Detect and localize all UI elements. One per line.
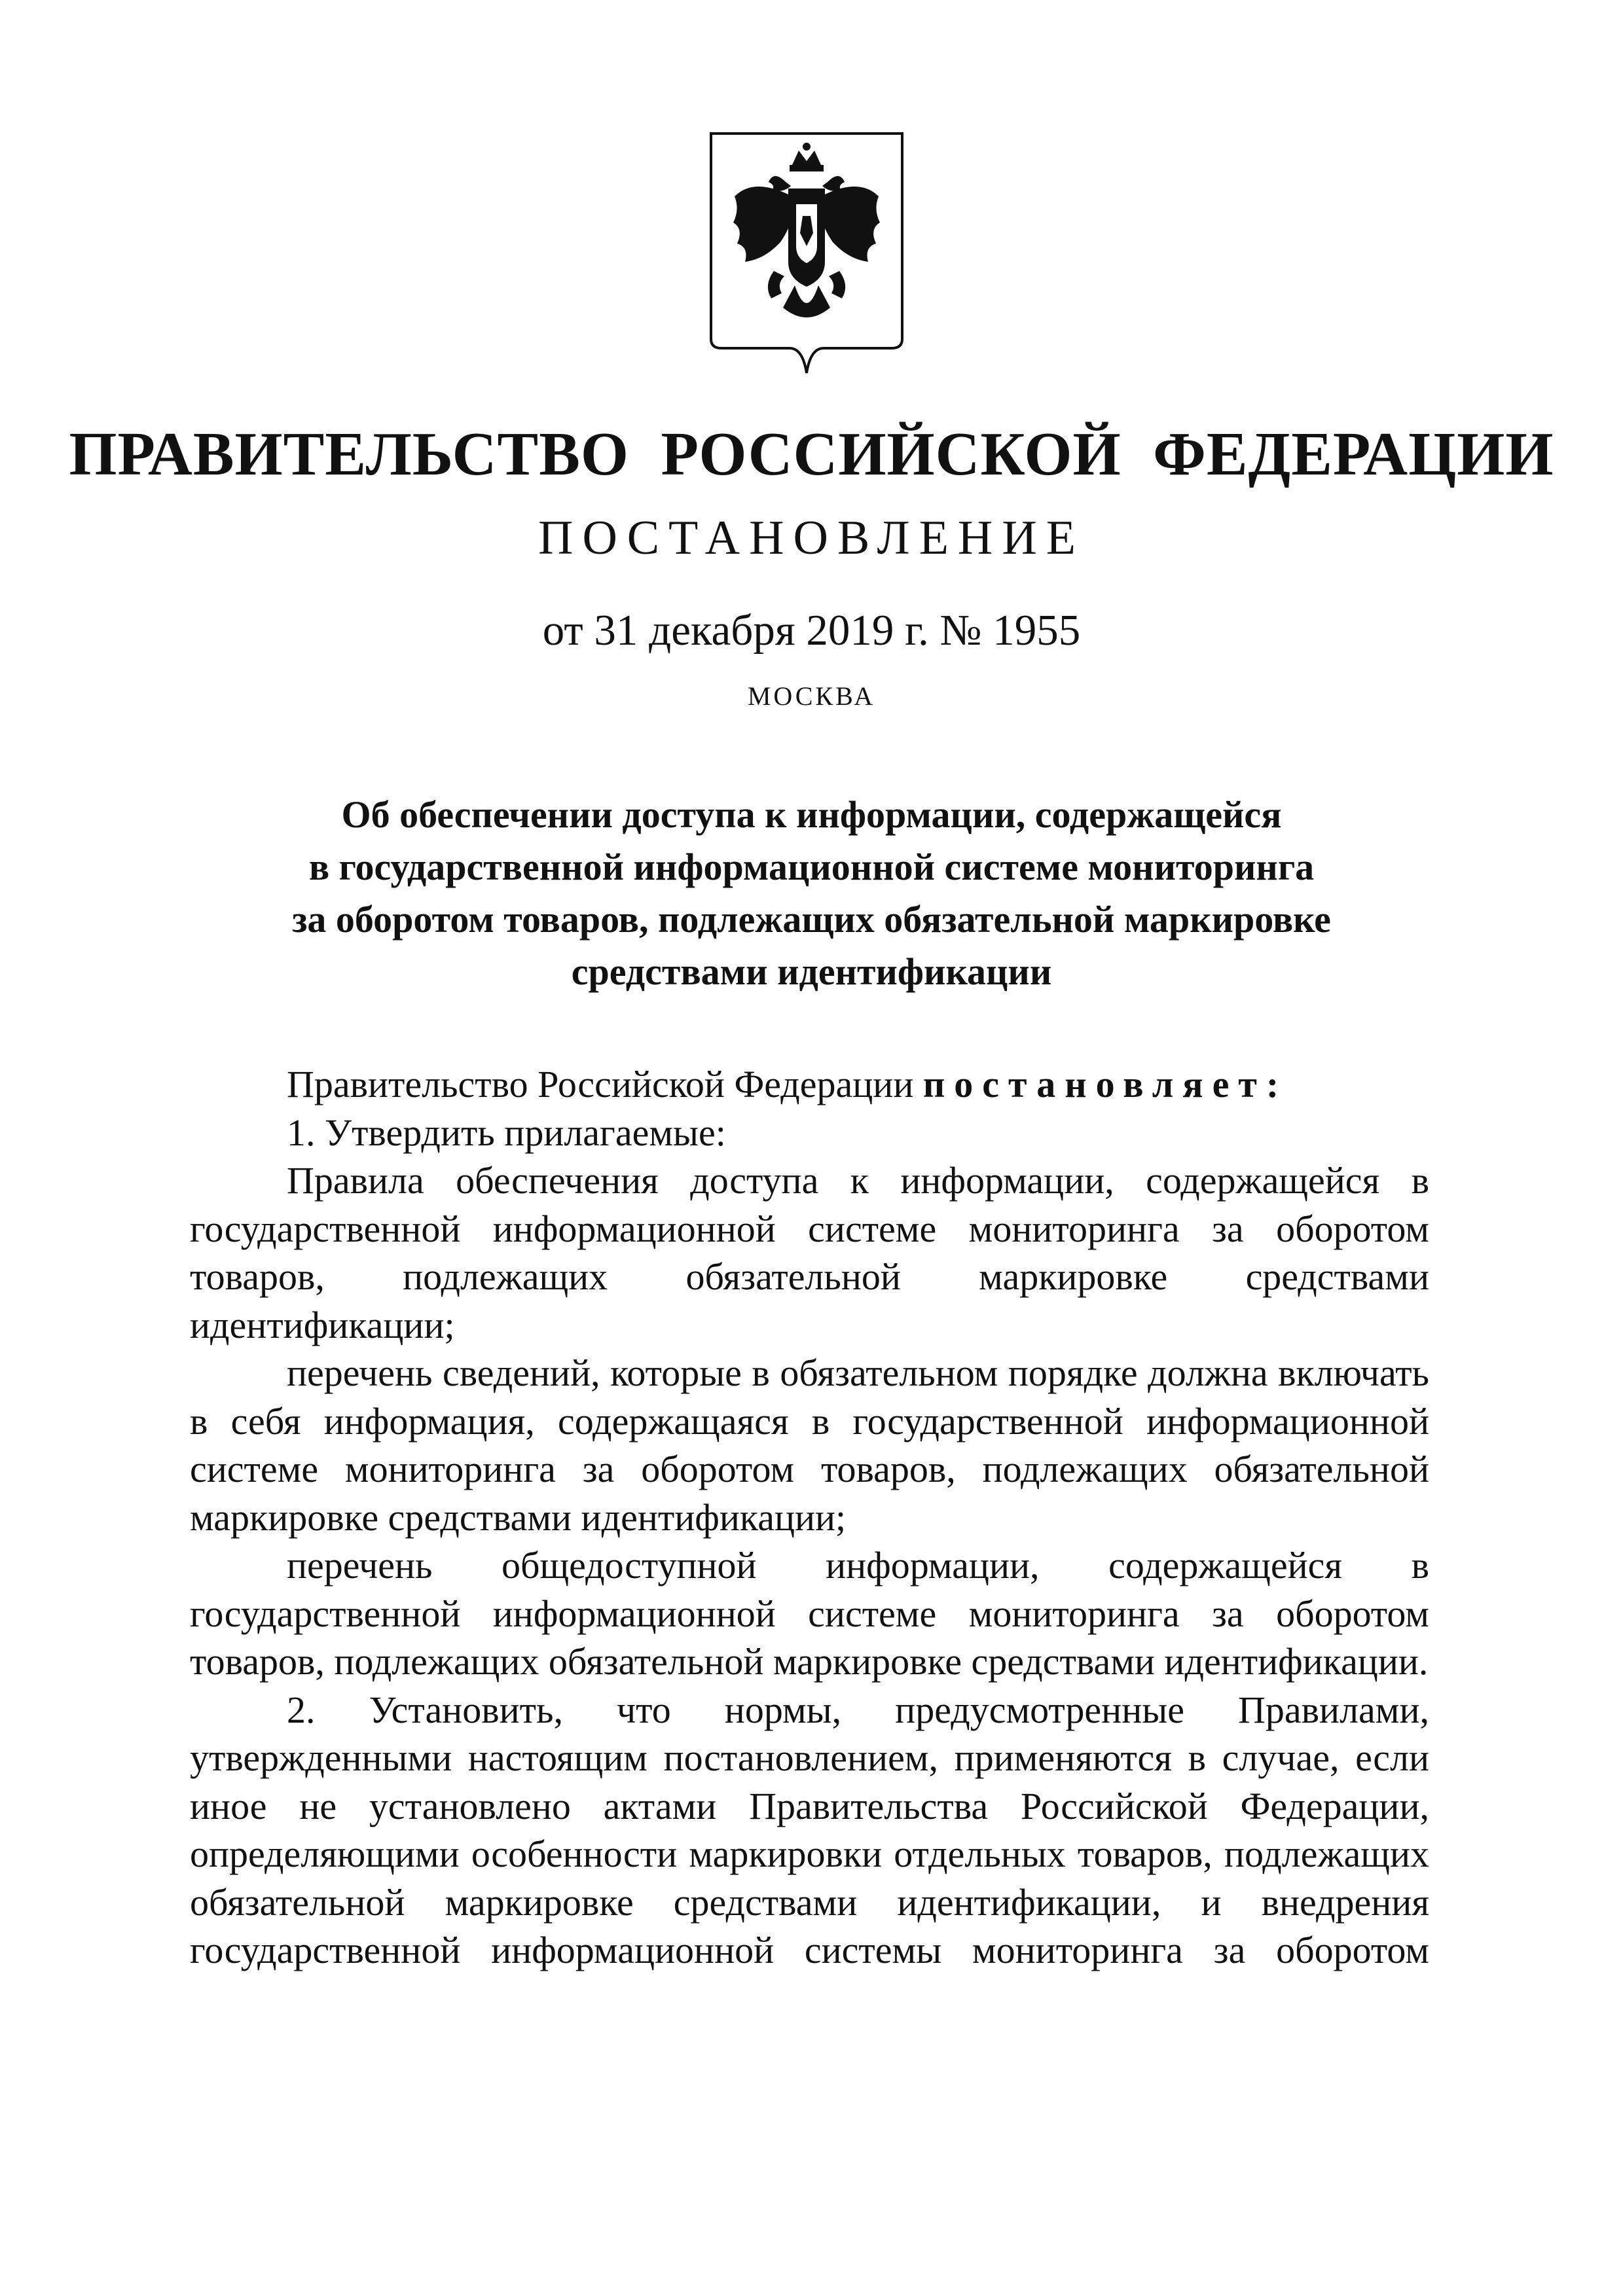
title-line: Об обеспечении доступа к информации, содержащейся	[341, 793, 1282, 836]
body-paragraph: 1. Утвердить прилагаемые:	[287, 1111, 726, 1154]
body-paragraph: перечень общедоступной информации, содержащейся в государственной информационной системе мониторинга за оборотом товаров, подлежащих обязательной маркировке средствами идентификации.	[190, 1544, 1429, 1683]
organization-heading: ПРАВИТЕЛЬСТВО РОССИЙСКОЙ ФЕДЕРАЦИИ	[69, 420, 1554, 488]
body-paragraph: Правила обеспечения доступа к информации, содержащейся в государственной информационной системе мониторинга за оборотом товаров, подлежащих обязательной маркировке средствами идентификации;	[190, 1159, 1429, 1346]
document-city: МОСКВА	[747, 681, 876, 711]
document-kind: ПОСТАНОВЛЕНИЕ	[538, 511, 1085, 565]
document-date-number: от 31 декабря 2019 г. № 1955	[542, 606, 1081, 655]
body-paragraph: перечень сведений, которые в обязательном порядке должна включать в себя информация, содержащаяся в государственной информационной системе мониторинга за оборотом товаров, подлежащих обязательной маркировке средствами идентификации;	[190, 1352, 1429, 1539]
intro-text: Правительство Российской Федерации	[287, 1063, 923, 1105]
intro-paragraph	[190, 1060, 1429, 1109]
body-paragraph: 2. Установить, что нормы, предусмотренные Правилами, утвержденными настоящим постановлением, применяются в случае, если иное не установлено актами Правительства Российской Федерации, определяющими особенности маркировки отдельных товаров, подлежащих обязательной маркировке средствами идентификации, и внедрения государственной информационной системы мониторинга за оборотом	[190, 1688, 1429, 1971]
title-line: средствами идентификации	[571, 950, 1052, 993]
document-title	[196, 789, 1427, 998]
coat-of-arms-icon	[708, 131, 905, 374]
title-line: в государственной информационной системе мониторинга	[308, 846, 1315, 888]
document-body	[190, 1060, 1429, 1975]
intro-action: постановляет:	[922, 1063, 1288, 1105]
title-line: за оборотом товаров, подлежащих обязательной маркировке	[292, 898, 1331, 941]
